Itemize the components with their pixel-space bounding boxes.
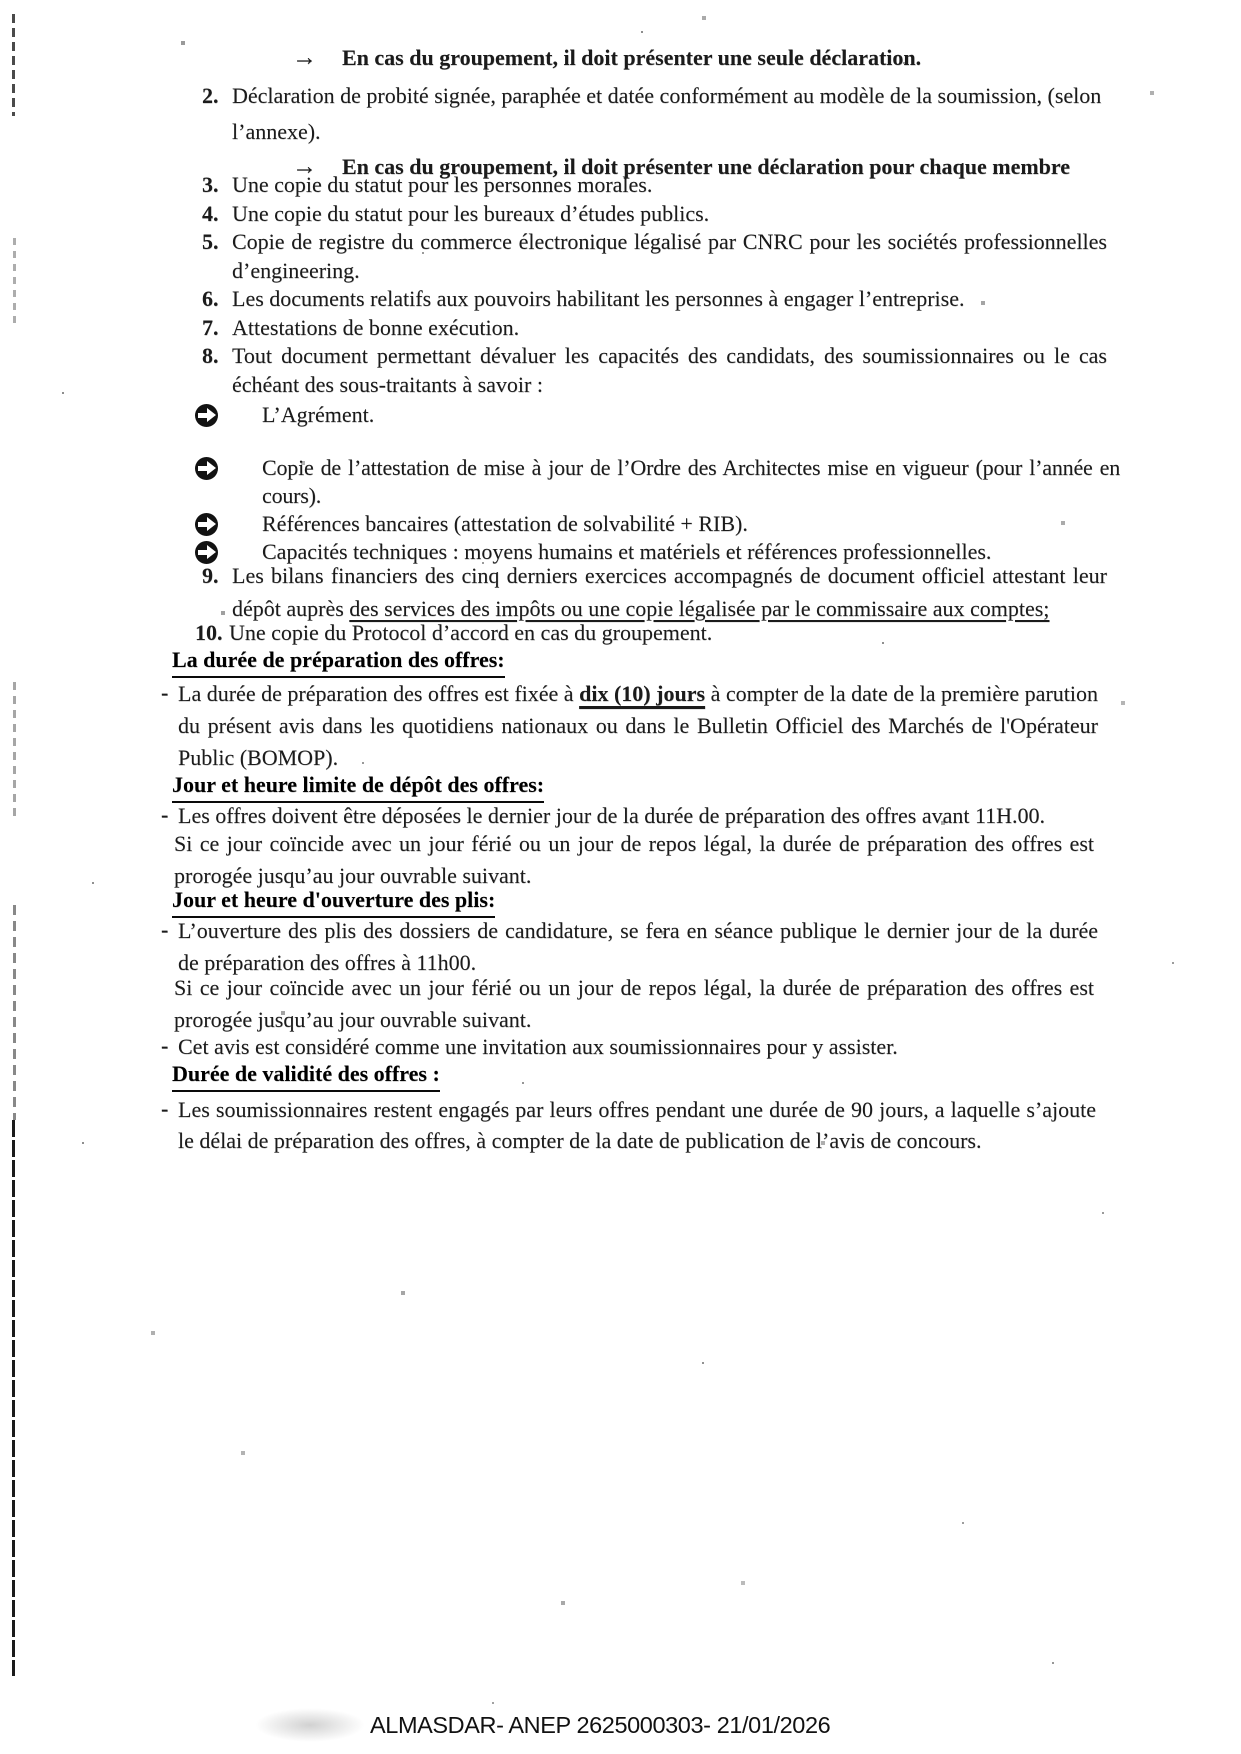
list-item-9 (202, 560, 1115, 625)
sub-bullet-references-bancaires (195, 510, 1120, 538)
paragraph-ouverture-1 (161, 915, 1098, 979)
scan-noise-speckles (0, 0, 2, 2)
sub-bullet-agrement (195, 401, 1120, 429)
item-number: 3. (202, 172, 219, 197)
item-text: Déclaration de probité signée, paraphée et datée conformément au modèle de la soumission, (selon l’annexe). (232, 83, 1102, 144)
dash-mark: - (161, 679, 169, 705)
paragraph-text: La durée de préparation des offres est fixée à (178, 680, 580, 706)
item-text: Copie de registre du commerce électronique légalisé par CNRC pour les sociétés professionnelles d’engineering. (232, 229, 1107, 283)
item-number: 10. (195, 620, 223, 645)
item-text: Une copie du statut pour les personnes morales. (232, 172, 653, 197)
list-item-8 (202, 342, 1115, 399)
scan-edge-artifact (12, 1120, 15, 1676)
group-note-single-declaration (292, 42, 1120, 74)
circle-arrow-icon (195, 541, 218, 564)
paragraph-validite (161, 1094, 1096, 1156)
dash-mark: - (161, 1032, 169, 1058)
item-text: Tout document permettant dévaluer les capacités des candidats, des soumissionnaires ou le cas échéant des sous-traitants à savoir : (232, 343, 1107, 397)
right-arrow-icon: → (292, 44, 317, 71)
item-text: Une copie du statut pour les bureaux d’études publics. (232, 200, 710, 226)
circle-arrow-icon (195, 513, 218, 536)
list-item-4 (202, 200, 1115, 229)
document-body (140, 42, 1120, 1156)
item-number: 9. (202, 563, 219, 588)
section-heading-depot: Jour et heure limite de dépôt des offres: (172, 770, 1120, 803)
note-text: En cas du groupement, il doit présenter une seule déclaration. (342, 45, 922, 70)
list-item-6 (202, 285, 1115, 314)
item-text: Les documents relatifs aux pouvoirs habilitant les personnes à engager l’entreprise. (232, 286, 965, 311)
sub-bullet-attestation-ordre (195, 454, 1120, 510)
dash-mark: - (161, 1095, 169, 1121)
item-number: 6. (202, 286, 219, 311)
paragraph-text: Les soumissionnaires restent engagés par leurs offres pendant une durée de 90 jours, a laquelle s’ajoute le délai de préparation des offres, à compter de la date de publication de l’avis de concours. (178, 1096, 1096, 1153)
list-item-2 (202, 78, 1115, 150)
scan-edge-artifact (13, 238, 16, 326)
paragraph-text: L’ouverture des plis des dossiers de candidature, se fera en séance publique le dernier jour de la durée de préparation des offres à 11h00. (178, 917, 1098, 975)
bullet-text: L’Agrément. (262, 402, 375, 427)
item-text-underlined: des services des impôts ou une copie légalisée par le commissaire aux comptes; (349, 595, 1050, 621)
bullet-text: Capacités techniques : moyens humains et matériels et références professionnelles. (262, 539, 992, 564)
paragraph-depot-2 (174, 828, 1094, 892)
scan-edge-artifact (13, 905, 16, 1120)
paragraph-preparation (161, 678, 1098, 774)
section-heading-validite: Durée de validité des offres : (172, 1059, 1120, 1092)
paragraph-text: Cet avis est considéré comme une invitation aux soumissionnaires pour y assister. (178, 1033, 898, 1059)
right-arrow-icon: → (292, 153, 317, 180)
item-number: 5. (202, 229, 219, 254)
item-number: 4. (202, 200, 219, 226)
paragraph-text: à compter de la date de la première parution du présent avis dans les quotidiens nationaux ou dans le Bulletin Officiel des Marchés de l'Opérateur Public (BOMOP). (178, 680, 1098, 770)
section-heading-ouverture: Jour et heure d'ouverture des plis: (172, 885, 1120, 918)
paragraph-ouverture-2 (174, 972, 1094, 1036)
paragraph-text: Si ce jour coïncide avec un jour férié ou un jour de repos légal, la durée de préparation des offres est prorogée jusqu’au jour ouvrable suivant. (174, 830, 1094, 888)
item-number: 7. (202, 314, 219, 340)
item-text (232, 560, 1107, 625)
dash-mark: - (161, 801, 169, 827)
circle-arrow-icon (195, 404, 218, 427)
scan-smudge (255, 1708, 365, 1742)
list-item-7 (202, 314, 1115, 343)
circle-arrow-icon (195, 457, 218, 480)
item-text: Une copie du Protocol d’accord en cas du groupement. (229, 620, 713, 645)
section-heading-preparation: La durée de préparation des offres: (172, 645, 1120, 678)
paragraph-text: Si ce jour coïncide avec un jour férié ou un jour de repos légal, la durée de préparation des offres est prorogée jusqu’au jour ouvrable suivant. (174, 974, 1094, 1032)
item-text: Attestations de bonne exécution. (232, 314, 520, 340)
dash-mark: - (161, 916, 169, 942)
note-text: En cas du groupement, il doit présenter une déclaration pour chaque membre (342, 154, 1071, 179)
list-item-5 (202, 228, 1115, 285)
bullet-text: Copie de l’attestation de mise à jour de l’Ordre des Architectes mise en vigueur (pour l’année en cours). (262, 455, 1120, 508)
scan-edge-artifact (13, 682, 16, 822)
bullet-text: Références bancaires (attestation de solvabilité + RIB). (262, 511, 748, 536)
item-text-normal: Les bilans financiers des cinq derniers exercices accompagnés de document officiel attestant leur dépôt auprès (232, 563, 1107, 621)
paragraph-ouverture-3 (161, 1031, 1098, 1062)
paragraph-text: Les offres doivent être déposées le dernier jour de la durée de préparation des offres avant 11H.00. (178, 802, 1046, 828)
item-number: 2. (202, 83, 219, 108)
item-number: 8. (202, 343, 219, 368)
anep-footer: ALMASDAR- ANEP 2625000303- 21/01/2026 (370, 1712, 831, 1738)
emphasis-dix-jours: dix (10) jours (579, 680, 706, 706)
scan-edge-artifact (12, 14, 15, 116)
